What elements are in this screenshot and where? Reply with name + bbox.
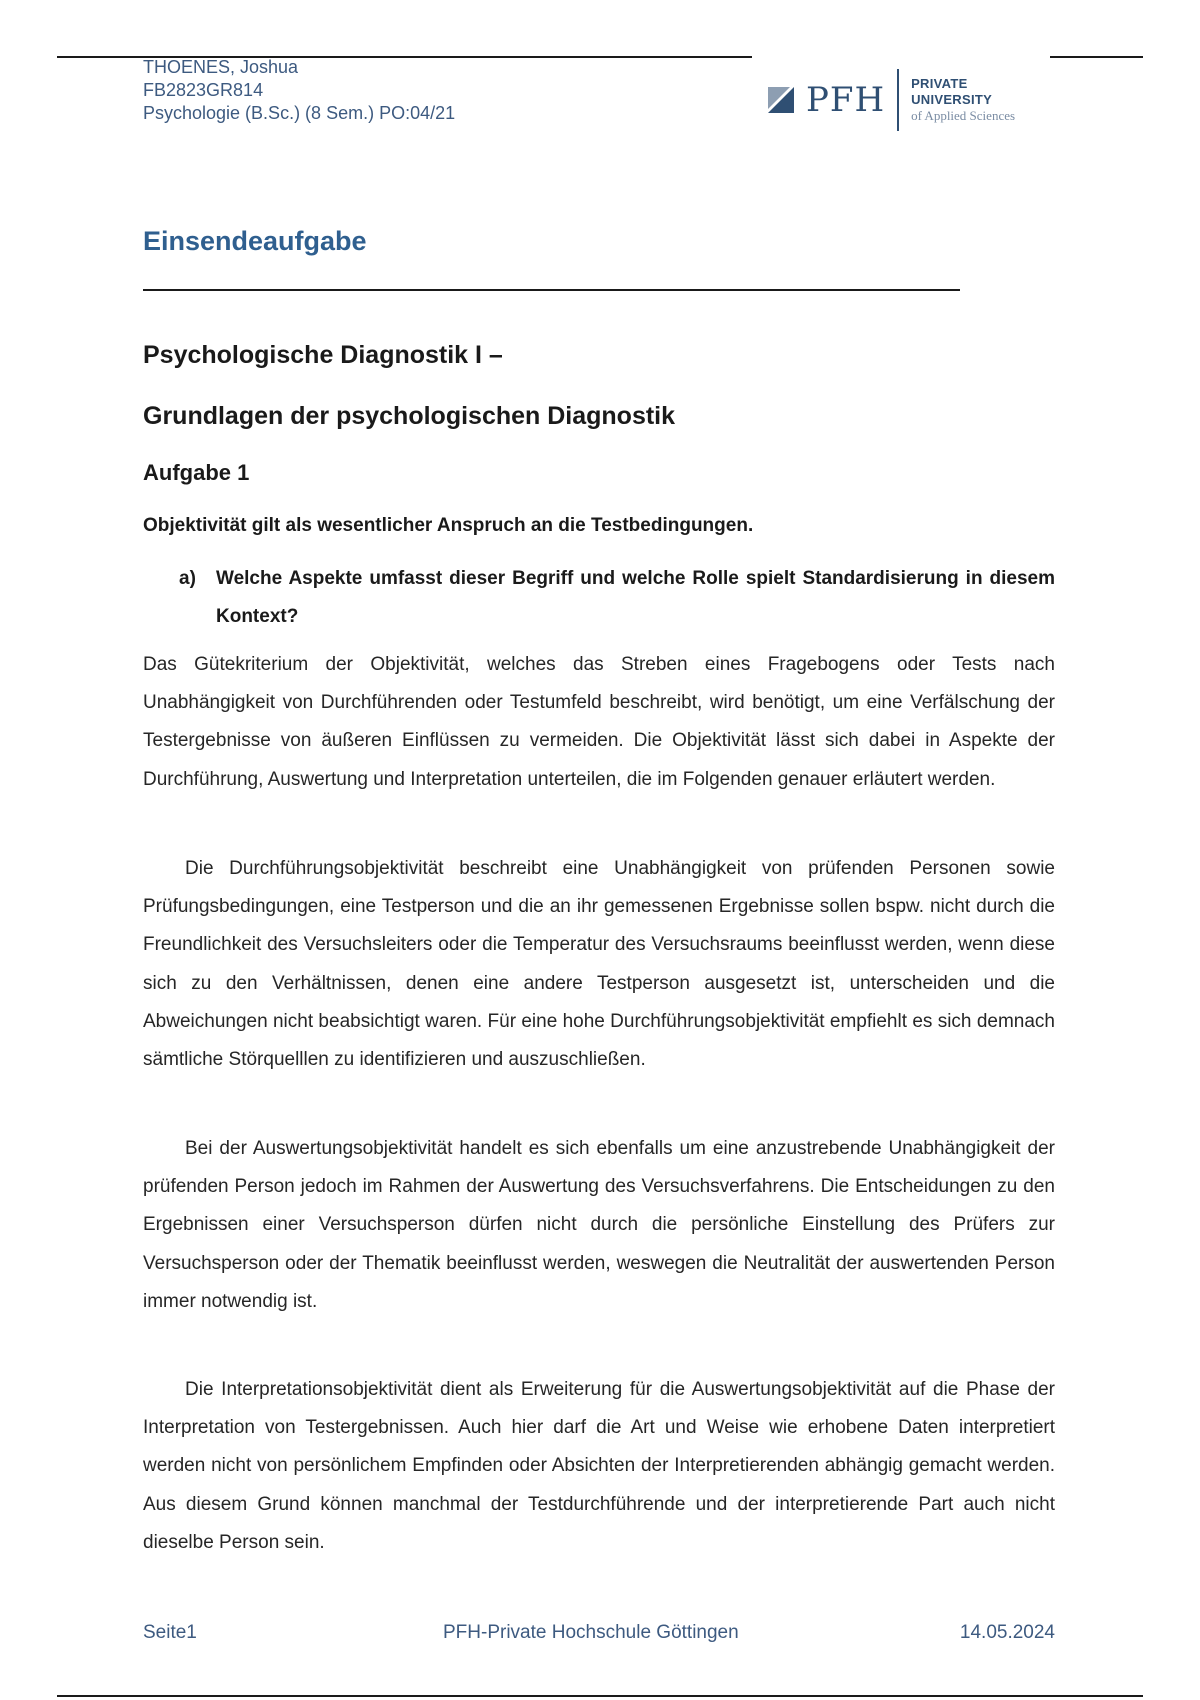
bottom-rule	[57, 1695, 1143, 1697]
top-rule-right	[1050, 56, 1143, 58]
title-line-2: Grundlagen der psychologischen Diagnostik	[143, 402, 676, 430]
paragraph-3: Bei der Auswertungsobjektivität handelt es sich ebenfalls um eine anzustrebende Unabhängigkeit der prüfenden Person jedoch im Rahmen der Auswertung des Versuchsverfahrens. Die Entscheidungen zu den Ergebnissen einer Versuchsperson dürfen nicht durch die persönliche Einstellung des Prüfers zur Versuchsperson oder der Thematik beeinflusst werden, weswegen die Neutralität der auswertenden Person immer notwendig ist.	[143, 1138, 1055, 1312]
pfh-logo-mark-icon	[768, 87, 794, 113]
title-line-1: Psychologische Diagnostik I –	[143, 341, 503, 369]
pfh-logo	[768, 64, 1048, 136]
logo-subtitle-line1: PRIVATE UNIVERSITY	[911, 76, 993, 107]
subquestion-text: Welche Aspekte umfasst dieser Begriff und welche Rolle spielt Standardisierung in diesem Kontext?	[216, 568, 1055, 627]
header-info	[143, 56, 455, 125]
subquestion-label: a)	[179, 568, 196, 589]
footer-institution: PFH-Private Hochschule Göttingen	[443, 1622, 739, 1643]
subquestion	[179, 560, 1055, 636]
task-label: Aufgabe 1	[143, 460, 250, 485]
footer-page-number: Seite1	[143, 1622, 197, 1643]
task-question: Objektivität gilt als wesentlicher Anspruch an die Testbedingungen.	[143, 515, 754, 536]
document-type-heading: Einsendeaufgabe	[143, 226, 367, 256]
paragraph-4: Die Interpretationsobjektivität dient als Erweiterung für die Auswertungsobjektivität auf die Phase der Interpretation von Testergebnissen. Auch hier darf die Art und Weise wie erhobene Daten interpretiert werden nicht von persönlichem Empfinden oder Absichten der Interpretierenden abhängig gemacht werden. Aus diesem Grund können manchmal der Testdurchführende und der interpretierende Part auch nicht dieselbe Person sein.	[143, 1379, 1055, 1553]
logo-divider	[897, 69, 899, 131]
footer-date: 14.05.2024	[959, 1622, 1055, 1643]
logo-subtitle-line2: of Applied Sciences	[911, 108, 1016, 123]
logo-wordmark: PFH	[806, 80, 886, 120]
logo-subtitle	[911, 76, 1048, 124]
author-name: THOENES, Joshua	[143, 57, 299, 77]
heading-underline	[143, 289, 960, 291]
program-info: Psychologie (B.Sc.) (8 Sem.) PO:04/21	[143, 103, 456, 123]
paragraph-2: Die Durchführungsobjektivität beschreibt eine Unabhängigkeit von prüfenden Personen sowie Prüfungsbedingungen, eine Testperson und die an ihr gemessenen Ergebnisse sollen bspw. nicht durch die Freundlichkeit des Versuchsleiters oder die Temperatur des Versuchsraums beeinflusst werden, wenn diese sich zu den Verhältnissen, denen eine andere Testperson ausgesetzt ist, unterscheiden und die Abweichungen nicht beabsichtigt waren. Für eine hohe Durchführungsobjektivität empfiehlt es sich demnach sämtliche Störquelllen zu identifizieren und auszuschließen.	[143, 858, 1055, 1071]
paragraph-1: Das Gütekriterium der Objektivität, welches das Streben eines Fragebogens oder Tests nach Unabhängigkeit von Durchführenden oder Testumfeld beschreibt, wird benötigt, um eine Verfälschung der Testergebnisse von äußeren Einflüssen zu vermeiden. Die Objektivität lässt sich dabei in Aspekte der Durchführung, Auswertung und Interpretation unterteilen, die im Folgenden genauer erläutert werden.	[143, 654, 1055, 790]
student-id: FB2823GR814	[143, 80, 264, 100]
